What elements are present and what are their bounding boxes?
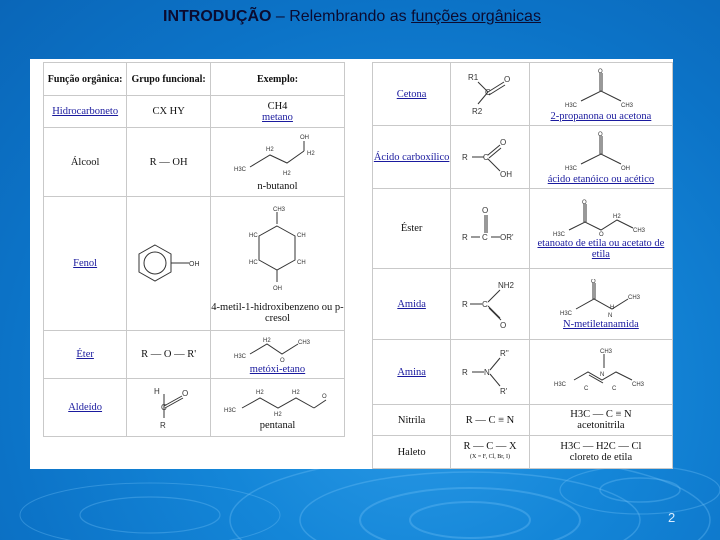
carboxylic-acid-group-icon [458, 131, 522, 183]
svg-text:H3C: H3C [234, 354, 247, 360]
svg-text:C: C [482, 300, 488, 309]
svg-text:CH: CH [297, 232, 307, 239]
page-number: 2 [668, 510, 676, 525]
table-row [373, 189, 673, 269]
table-row [44, 96, 345, 128]
table-row [373, 340, 673, 405]
svg-text:CH3: CH3 [298, 340, 311, 346]
formula-acetonitrila: H3C — C ≡ N [570, 409, 632, 420]
svg-text:CH3: CH3 [631, 382, 644, 388]
svg-text:OR': OR' [500, 232, 514, 242]
svg-text:OH: OH [620, 165, 630, 172]
svg-text:OH: OH [188, 260, 200, 268]
slide-title [163, 6, 541, 28]
svg-text:C: C [611, 386, 617, 392]
name-metoxi-etano: metóxi-etano [249, 364, 306, 375]
svg-text:C: C [483, 153, 489, 162]
svg-text:R: R [462, 368, 468, 377]
name-pentanal: pentanal [259, 420, 296, 431]
function-fenol: Fenol [73, 258, 98, 269]
svg-text:HC: HC [249, 259, 259, 266]
svg-text:H: H [153, 386, 160, 396]
group-nitrila: R — C ≡ N [465, 414, 515, 426]
header-function: Função orgânica: [44, 63, 127, 96]
function-amina: Amina [397, 366, 426, 378]
function-cetona: Cetona [396, 88, 427, 100]
svg-text:R: R [159, 420, 166, 430]
svg-text:H2: H2 [307, 150, 316, 157]
table-row [373, 405, 673, 436]
table-row [44, 331, 345, 379]
svg-text:N: N [484, 368, 490, 377]
ester-group-icon [458, 203, 522, 255]
svg-text:R: R [462, 153, 468, 162]
function-ester: Éster [400, 223, 423, 234]
svg-text:H2: H2 [274, 412, 283, 418]
svg-text:O: O [597, 131, 603, 138]
aldehyde-group-icon [144, 384, 194, 432]
svg-text:O: O [280, 358, 286, 364]
phenol-ring-icon [131, 239, 207, 289]
functions-panel [30, 59, 673, 469]
header-example: Exemplo: [210, 63, 344, 96]
svg-text:CH3: CH3 [632, 227, 645, 234]
function-aldeido: Aldeído [68, 402, 103, 413]
svg-text:C: C [485, 88, 491, 97]
svg-text:CH3: CH3 [599, 349, 612, 355]
svg-text:O: O [590, 278, 596, 285]
svg-text:H2: H2 [256, 390, 265, 396]
name-cloreto-de-etila: cloreto de etila [569, 452, 633, 463]
formula-cloreto-de-etila: H3C — H2C — Cl [560, 441, 642, 452]
svg-text:H3C: H3C [564, 165, 577, 172]
right-functions-table [372, 62, 673, 469]
p-cresol-structure-icon [235, 204, 319, 302]
group-haleto: R — C — X [463, 441, 517, 452]
svg-text:H2: H2 [283, 170, 292, 177]
svg-text:HC: HC [249, 232, 259, 239]
svg-text:O: O [322, 394, 328, 400]
function-acido-carboxilico: Ácido carboxílico [373, 151, 450, 163]
title-underlined: funções orgânicas [411, 8, 541, 25]
name-acido-acetico: ácido etanóico ou acético [547, 173, 655, 185]
amine-example-structure-icon [546, 346, 656, 398]
svg-text:O: O [597, 68, 603, 75]
function-alcool: Álcool [70, 156, 100, 168]
name-metano: metano [262, 111, 293, 123]
svg-text:C: C [482, 232, 488, 242]
svg-text:O: O [500, 321, 507, 330]
svg-text:N: N [599, 372, 605, 378]
header-group: Grupo funcional: [127, 63, 211, 96]
svg-text:H3C: H3C [564, 102, 577, 109]
left-functions-table [43, 62, 345, 437]
group-cxhy: CX HY [152, 106, 185, 117]
amide-group-icon [458, 276, 522, 332]
n-butanol-structure-icon [232, 133, 322, 181]
svg-text:C: C [160, 402, 167, 412]
name-p-cresol: 4-metil-1-hidroxibenzeno ou p-cresol [211, 301, 344, 324]
svg-text:H3C: H3C [234, 166, 247, 173]
ketone-group-icon [460, 68, 520, 120]
function-nitrila: Nitrila [397, 414, 426, 426]
svg-text:H3C: H3C [224, 408, 237, 414]
name-acetonitrila: acetonitrila [577, 420, 625, 431]
svg-text:O: O [581, 199, 587, 206]
svg-text:H3C: H3C [559, 310, 572, 317]
metoxi-etano-structure-icon [232, 334, 322, 364]
svg-text:H3C: H3C [552, 231, 565, 238]
svg-text:R: R [462, 300, 468, 309]
svg-text:OH: OH [500, 170, 513, 179]
svg-text:H: H [609, 304, 615, 311]
function-amida: Amida [397, 298, 426, 310]
name-acetona: 2-propanona ou acetona [550, 110, 652, 122]
table-row [373, 436, 673, 469]
svg-text:H2: H2 [292, 390, 301, 396]
svg-text:R'': R'' [500, 349, 509, 358]
title-middle: – Relembrando as [271, 8, 412, 25]
svg-text:R1: R1 [468, 73, 479, 82]
svg-text:CH3: CH3 [620, 102, 633, 109]
function-haleto: Haleto [397, 446, 426, 458]
svg-text:NH2: NH2 [498, 281, 515, 290]
group-haleto-note: (X = F, Cl, Br, I) [470, 454, 511, 460]
table-row [44, 379, 345, 437]
svg-text:R2: R2 [472, 107, 483, 116]
svg-text:H3C: H3C [553, 382, 566, 388]
svg-text:O: O [482, 205, 489, 215]
etanoato-de-etila-structure-icon [551, 198, 651, 238]
svg-text:O: O [504, 75, 511, 84]
function-hidrocarboneto: Hidrocarboneto [52, 106, 119, 117]
svg-text:H2: H2 [266, 146, 275, 153]
svg-text:R': R' [500, 387, 508, 396]
table-row [44, 197, 345, 331]
function-eter: Éter [76, 349, 94, 360]
svg-text:N: N [607, 312, 613, 319]
svg-text:R: R [462, 232, 468, 242]
group-r-o-r: R — O — R' [141, 349, 197, 360]
svg-text:O: O [181, 388, 188, 398]
name-etanoato-text: etanoato de etila ou acetato de etila [537, 237, 665, 260]
name-n-butanol: n-butanol [257, 180, 298, 192]
svg-text:CH3: CH3 [627, 294, 640, 301]
svg-text:OH: OH [300, 134, 310, 141]
svg-text:C: C [583, 386, 589, 392]
acetic-acid-structure-icon [561, 130, 641, 174]
svg-text:OH: OH [273, 285, 283, 292]
name-acetato-de-etila [530, 238, 672, 260]
svg-text:CH: CH [297, 259, 307, 266]
table-row [373, 126, 673, 189]
group-r-oh: R — OH [149, 156, 188, 168]
svg-text:H2: H2 [263, 338, 272, 344]
pentanal-structure-icon [222, 384, 332, 420]
table-row [373, 269, 673, 340]
amine-group-icon [458, 344, 522, 400]
title-prefix: INTRODUÇÃO [163, 8, 272, 25]
table-row [373, 63, 673, 126]
table-row [44, 128, 345, 197]
svg-text:O: O [598, 231, 604, 238]
svg-text:H2: H2 [612, 213, 621, 220]
svg-text:CH3: CH3 [273, 206, 286, 213]
acetone-structure-icon [561, 67, 641, 111]
name-n-metiletanamida: N-metiletanamida [563, 318, 639, 330]
formula-ch4: CH4 [267, 100, 288, 112]
table-header-row [44, 63, 345, 96]
n-metiletanamida-structure-icon [556, 279, 646, 319]
svg-text:O: O [500, 138, 507, 147]
